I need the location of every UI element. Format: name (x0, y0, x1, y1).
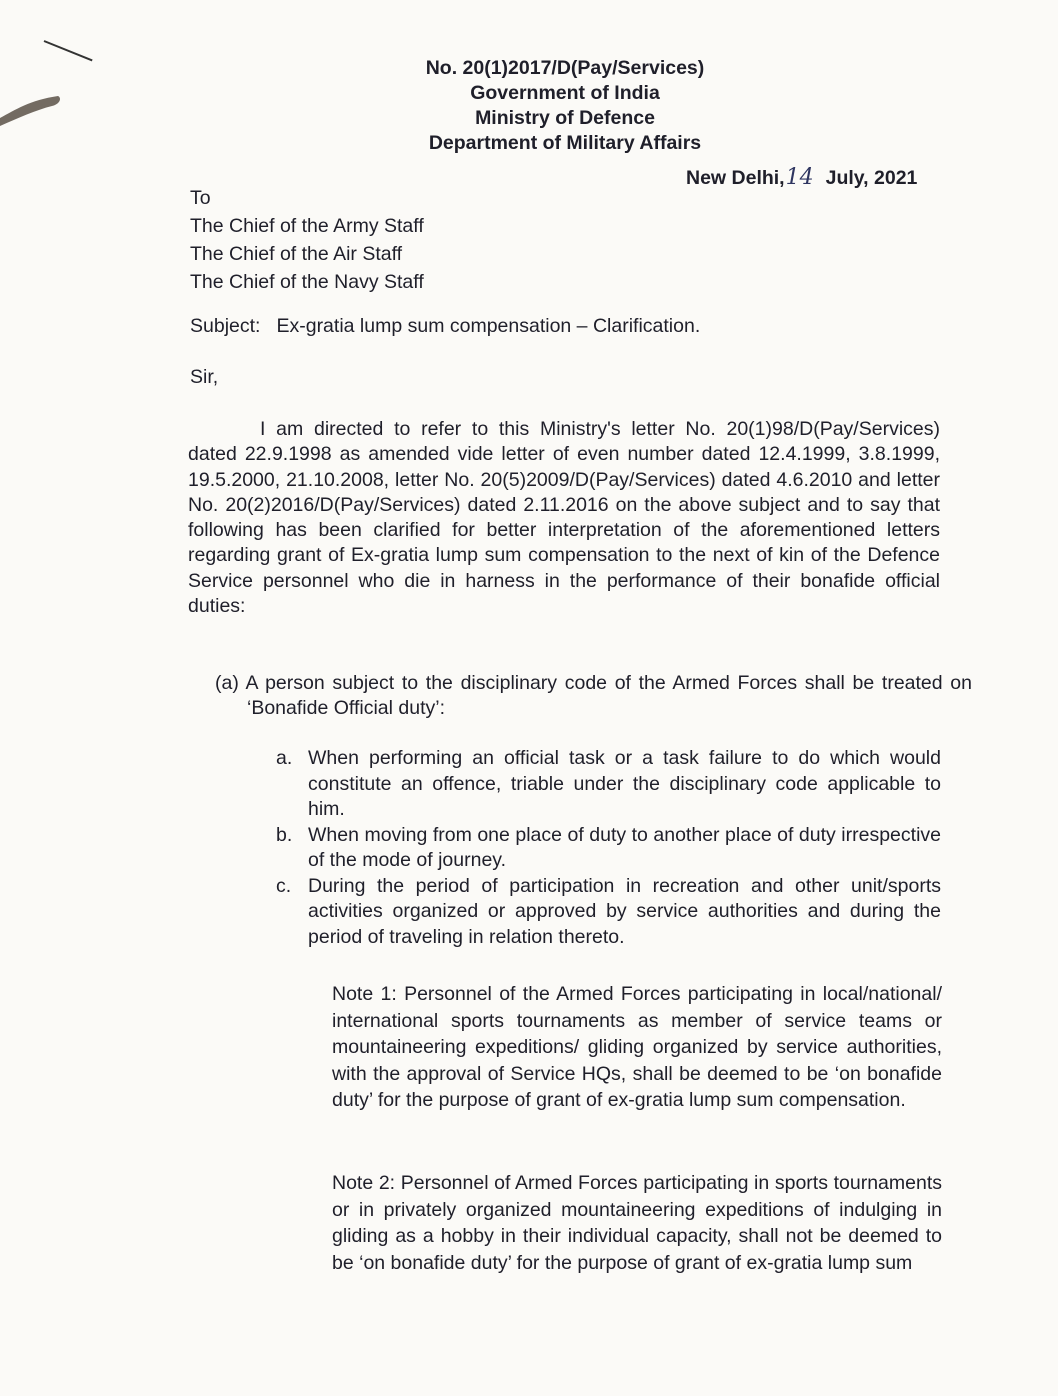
pen-mark (44, 40, 93, 61)
list-item (276, 874, 941, 951)
ministry-name: Ministry of Defence (475, 107, 655, 129)
list-item-text: When moving from one place of duty to another place of duty irrespective of the mode of journey. (308, 823, 941, 871)
list-item-text: When performing an official task or a task failure to do which would constitute an offence, triable under the disciplinary code applicable to him. (308, 747, 941, 820)
letter-header (330, 56, 800, 156)
subject-text: Ex-gratia lump sum compensation – Clarification. (276, 315, 701, 337)
note-1: Note 1: Personnel of the Armed Forces participating in local/national/ international sports tournaments as member of service teams or mountaineering expeditions/ gliding organized by service authorities, with the approval of Service HQs, shall be deemed to be ‘on bonafide duty’ for the purpose of grant of ex-gratia lump sum compensation. (332, 983, 942, 1111)
scan-smudge (0, 88, 70, 128)
note-2: Note 2: Personnel of Armed Forces participating in sports tournaments or in privately organized mountaineering expeditions of indulging in gliding as a hobby in their individual capacity, shall not be deemed to be ‘on bonafide duty’ for the purpose of grant of ex-gratia lump sum (332, 1172, 942, 1274)
clause-a (215, 671, 972, 721)
addressee-line: The Chief of the Navy Staff (190, 271, 424, 293)
subject-label: Subject: (190, 315, 261, 337)
sub-clause-list (276, 746, 941, 950)
date-place: New Delhi, (686, 167, 785, 189)
letter-date (686, 165, 917, 190)
reference-number: No. 20(1)2017/D(Pay/Services) (425, 57, 705, 79)
clause-a-marker: (a) (215, 672, 239, 694)
addressee-line: The Chief of the Air Staff (190, 243, 403, 265)
list-item-marker: b. (276, 823, 293, 846)
addressee-to: To (190, 187, 211, 209)
handwritten-day: 14 (785, 165, 814, 190)
salutation: Sir, (190, 366, 219, 388)
addressee-line: The Chief of the Army Staff (190, 215, 424, 237)
clause-a-text: A person subject to the disciplinary code of the Armed Forces shall be treated on ‘Bonafide Official duty’: (245, 672, 972, 719)
body-paragraph: I am directed to refer to this Ministry's letter No. 20(1)98/D(Pay/Services) dated 22.9.1998 as amended vide letter of even number dated 12.4.1999, 3.8.1999, 19.5.2000, 21.10.2008, letter No. 20(5)2009/D(Pay/Services) dated 4.6.2010 and letter No. 20(2)2016/D(Pay/Services) dated 2.11.2016 on the above subject and to say that following has been clarified for better interpretation of the aforementioned letters regarding grant of Ex-gratia lump sum compensation to the next of kin of the Defence Service personnel who die in harness in the performance of their bonafide official duties: (188, 418, 940, 618)
list-item-marker: a. (276, 747, 293, 769)
list-item (276, 746, 941, 823)
subject-line (190, 315, 700, 338)
addressee-block (190, 184, 424, 296)
government-name: Government of India (470, 82, 660, 104)
date-month-year: July, 2021 (825, 167, 918, 189)
list-item (276, 823, 941, 874)
department-name: Department of Military Affairs (428, 132, 702, 154)
list-item-marker: c. (276, 874, 292, 897)
list-item-text: During the period of participation in recreation and other unit/sports activities organized or approved by service authorities and during the period of traveling in relation thereto. (308, 874, 941, 948)
